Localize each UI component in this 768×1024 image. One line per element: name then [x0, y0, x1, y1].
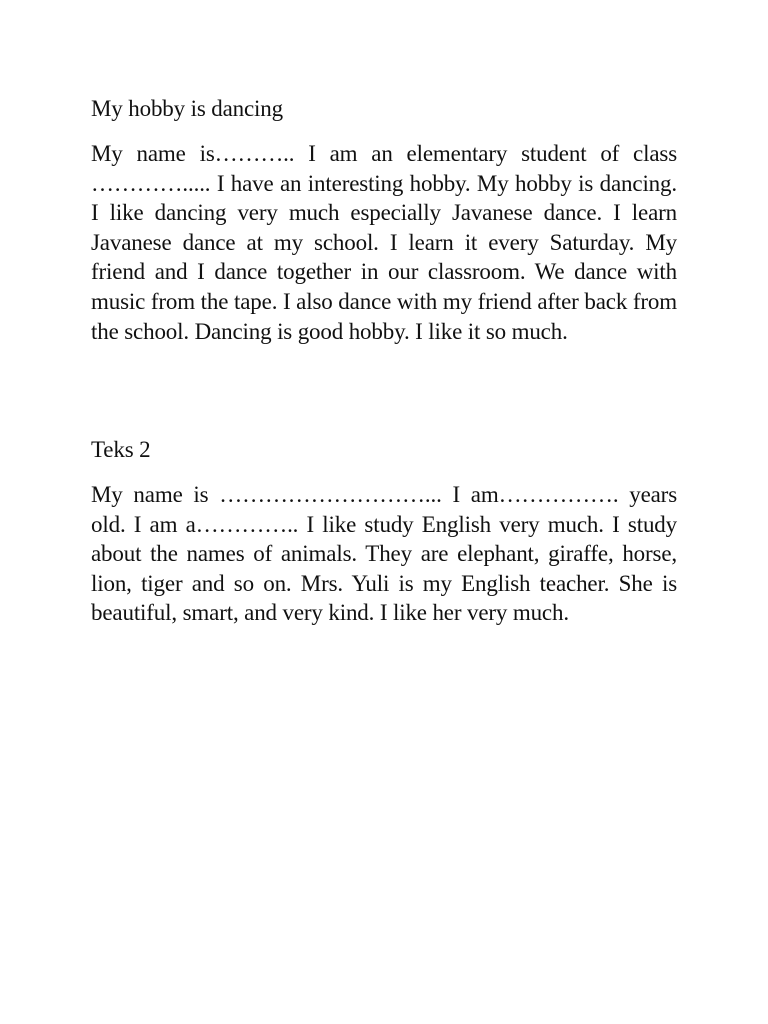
section-title	[91, 94, 677, 124]
teks-2-paragraph: My name is ………………………... I am……………. years old. I am a………….. I like study English very much. I study about the names of animals. They are elephant, giraffe, horse, lion, tiger and so on. Mrs. Yuli is my English teacher. She is beautiful, smart, and very kind. I like her very much.	[91, 482, 677, 626]
section-body	[91, 139, 677, 346]
section-body	[91, 480, 677, 628]
section-title	[91, 435, 677, 465]
hobby-paragraph: My name is……….. I am an elementary student of class …………..... I have an interesting hobby. My hobby is dancing. I like dancing very much especially Javanese dance. I learn Javanese dance at my school. I learn it every Saturday. My friend and I dance together in our classroom. We dance with music from the tape. I also dance with my friend after back from the school. Dancing is good hobby. I like it so much.	[91, 141, 677, 344]
hobby-title: My hobby is dancing	[91, 96, 283, 121]
teks-2-title: Teks 2	[91, 437, 151, 462]
